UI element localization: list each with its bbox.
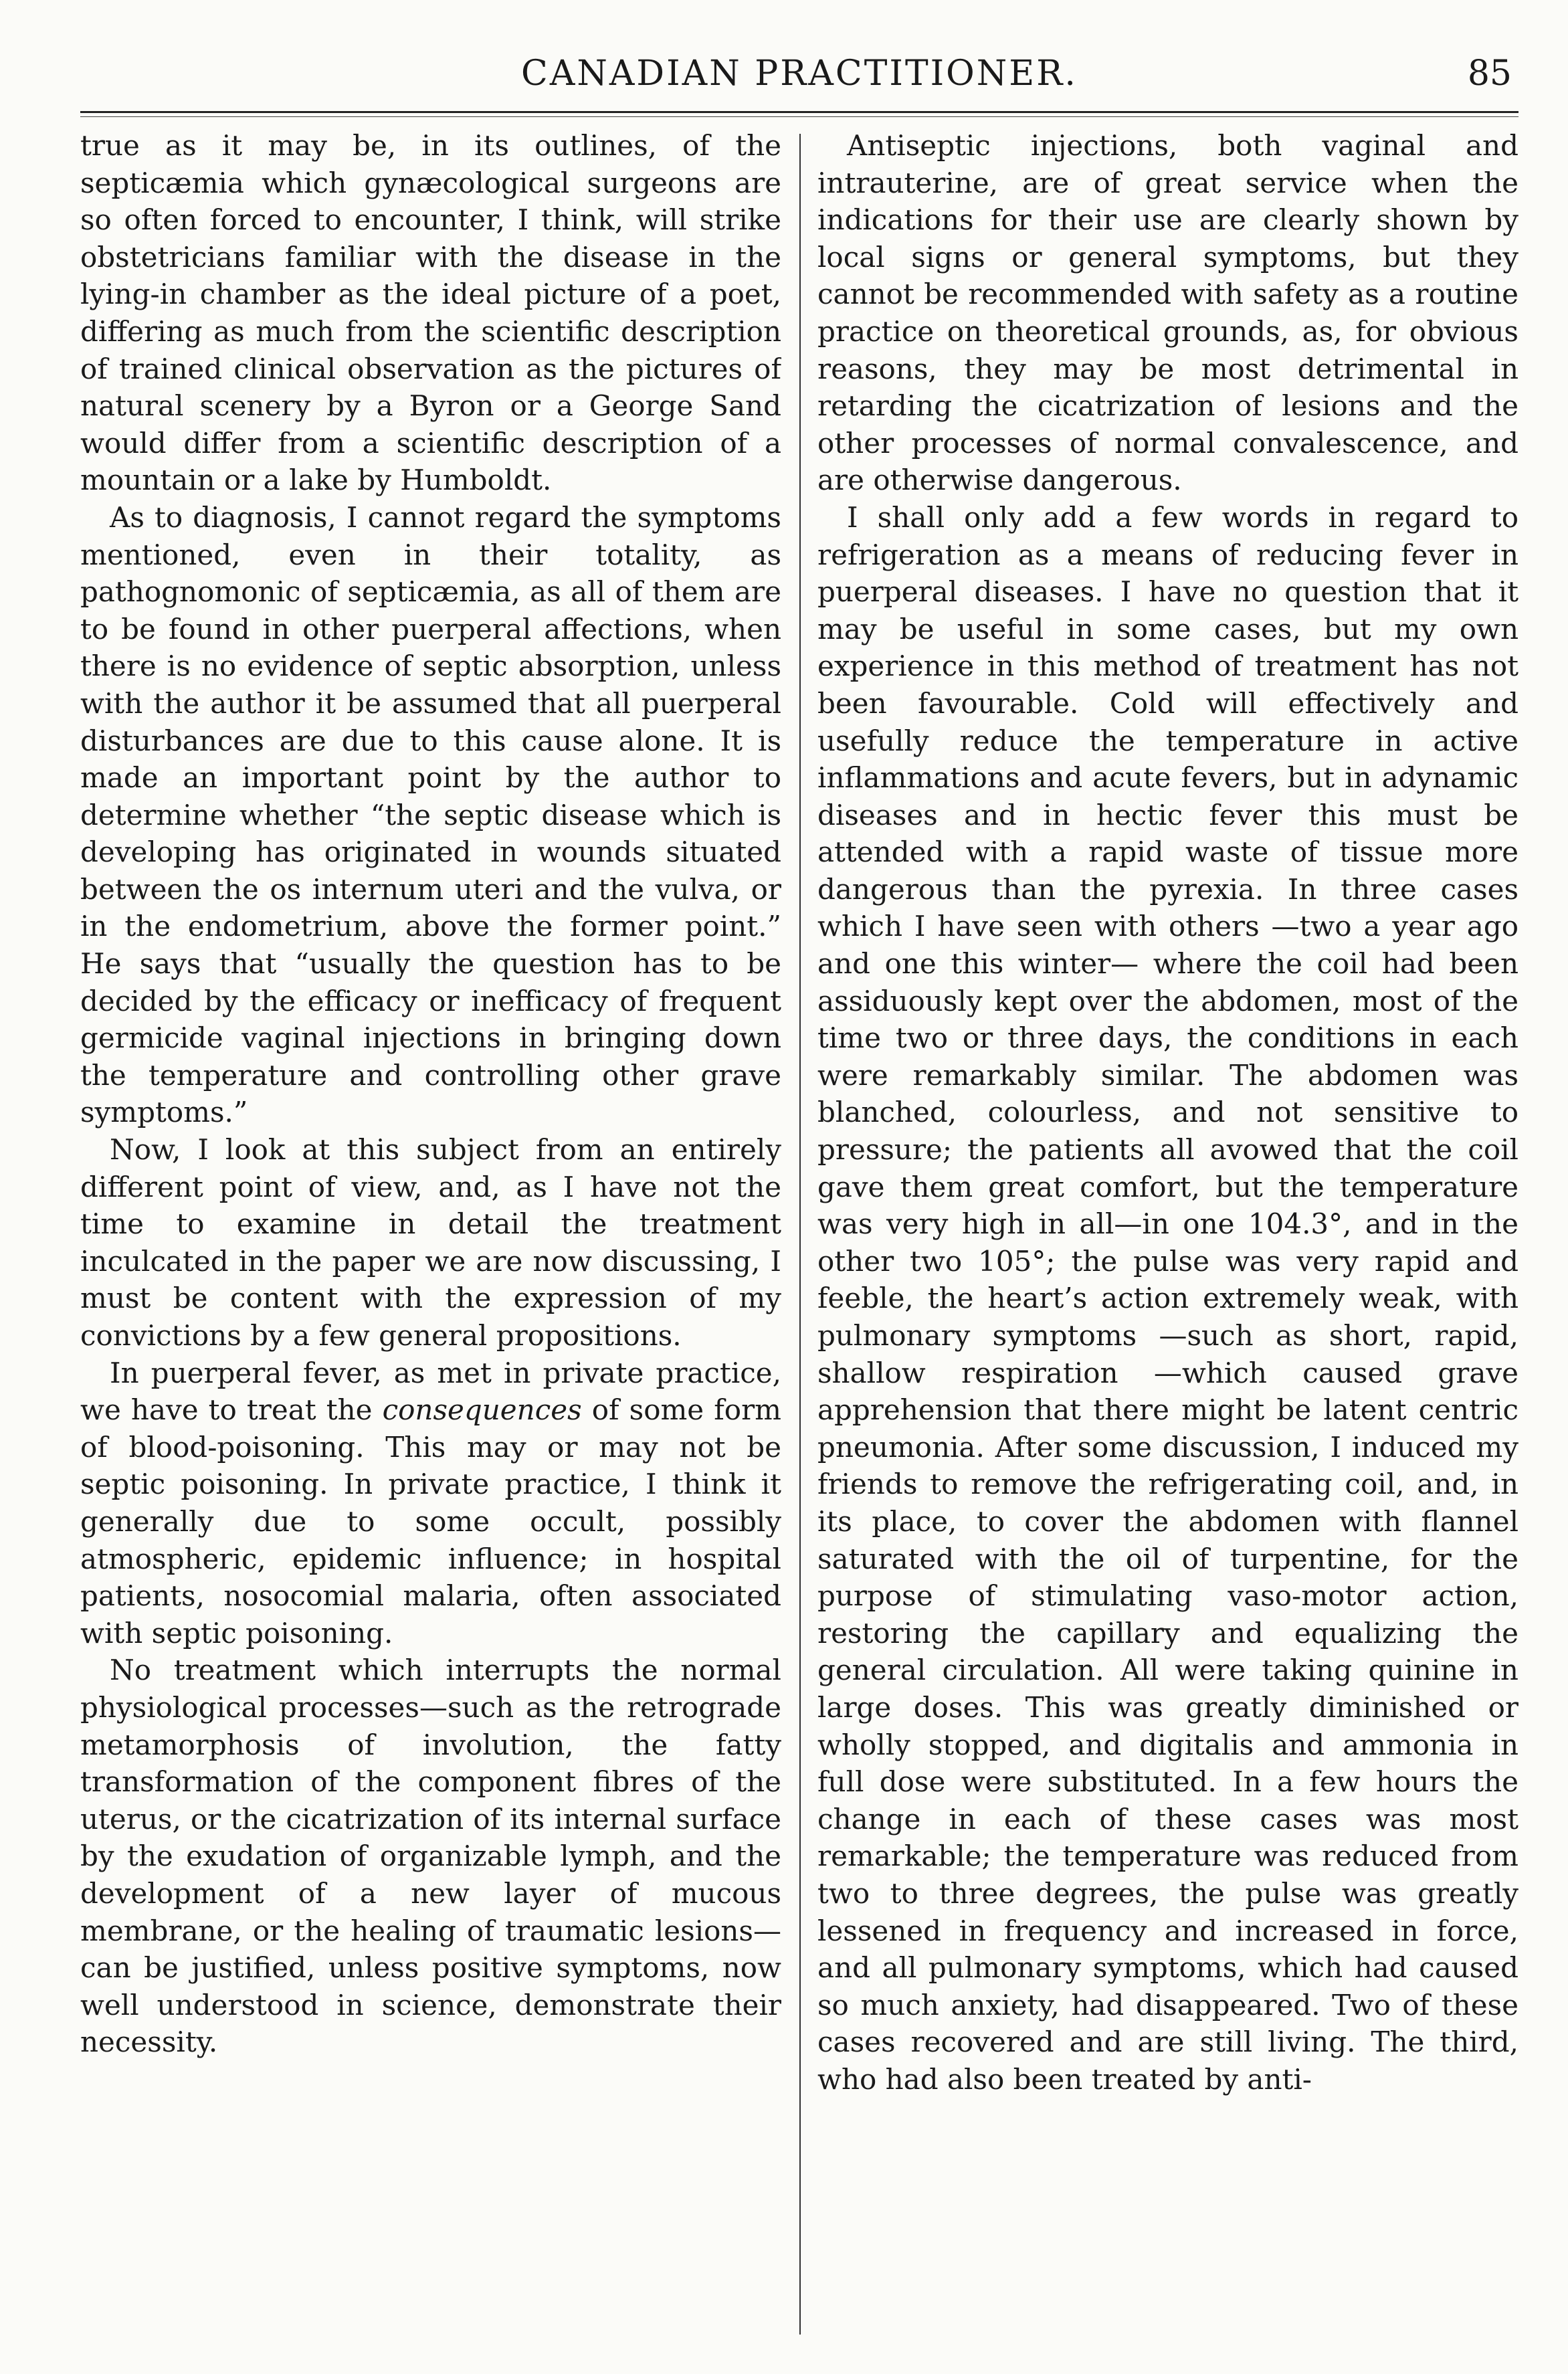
paragraph-puerperal-fever — [80, 1355, 781, 1652]
right-column — [817, 127, 1518, 2355]
header-rule-thin — [80, 116, 1518, 117]
text-columns — [80, 127, 1518, 2355]
paragraph-diagnosis: As to diagnosis, I cannot regard the symptoms mentioned, even in their totality, as pathognomonic of septicæmia, as all of them are to be found in other puerperal affections, when there is no evidence of septic absorption, unless with the author it be assumed that all puerperal disturbances are due to this cause alone. It is made an important point by the author to determine whether “the septic disease which is developing has originated in wounds situated between the os internum uteri and the vulva, or in the endometrium, above the former point.” He says that “usually the question has to be decided by the efficacy or inefficacy of frequent germicide vaginal injections in bringing down the temperature and controlling other grave symptoms.” — [80, 500, 781, 1129]
emphasized-word: consequences — [382, 1393, 582, 1427]
header-rule — [80, 111, 1518, 113]
paragraph-refrigeration: I shall only add a few words in regard to refrigeration as a means of reducing fever in puerperal diseases. I have no question that it may be useful in some cases, but my own experience in this method of treatment has not been favourable. Cold will effectively and usefully reduce the temperature in active inflammations and acute fevers, but in adynamic diseases and in hectic fever this must be attended with a rapid waste of tissue more dangerous than the pyrexia. In three cases which I have seen with others —two a year ago and one this winter— where the coil had been assiduously kept over the abdomen, most of the time two or three days, the conditions in each were remarkably similar. The abdomen was blanched, colourless, and not sensitive to pressure; the patients all avowed that the coil gave them great comfort, but the temperature was very high in all—in one 104.3°, and in the other two 105°; the pulse was very rapid and feeble, the heart’s action extremely weak, with pulmonary symptoms —such as short, rapid, shallow respiration —which caused grave apprehension that there might be latent centric pneumonia. After some discussion, I induced my friends to remove the refrigerating coil, and, in its place, to cover the abdomen with flannel saturated with the oil of turpentine, for the purpose of stimulating vaso-motor action, restoring the capillary and equalizing the general circulation. All were taking quinine in large doses. This was greatly diminished or wholly stopped, and digitalis and ammonia in full dose were substituted. In a few hours the change in each of these cases was most remarkable; the temperature was reduced from two to three degrees, the pulse was greatly lessened in frequency and increased in force, and all pulmonary symptoms, which had caused so much anxiety, had disappeared. Two of these cases recovered and are still living. The third, who had also been treated by anti- — [817, 500, 1518, 2096]
page-number: 85 — [1467, 54, 1512, 94]
left-column — [80, 127, 781, 2355]
paragraph-point-of-view: Now, I look at this subject from an entirely different point of view, and, as I have not the time to examine in detail the treatment inculcated in the paper we are now discussing, I must be content with the expression of my convictions by a few general propositions. — [80, 1133, 781, 1352]
page-header — [80, 47, 1518, 114]
paragraph-no-treatment: No treatment which interrupts the normal physiological processes—such as the retrograde metamorphosis of involution, the fatty transformation of the component fibres of the uterus, or the cicatrization of its internal surface by the exudation of organizable lymph, and the development of a new layer of mucous membrane, or the healing of traumatic lesions—can be justified, unless positive symptoms, now well understood in science, demonstrate their necessity. — [80, 1654, 781, 2059]
paragraph-antiseptic-injections: Antiseptic injections, both vaginal and intrauterine, are of great service when the indications for their use are clearly shown by local signs or general symptoms, but they cannot be recommended with safety as a routine practice on theoretical grounds, as, for obvious reasons, they may be most detrimental in retarding the cicatrization of lesions and the other processes of normal convalescence, and are otherwise dangerous. — [817, 129, 1518, 497]
journal-title: CANADIAN PRACTITIONER. — [521, 54, 1078, 94]
column-divider — [799, 134, 801, 2335]
paragraph-text: of some form of blood-poisoning. This may or may not be septic poisoning. In private practice, I think it generally due to some occult, possibly atmospheric, epidemic influence; in hospital patients, nosocomial malaria, often associated with septic poisoning. — [80, 1393, 781, 1650]
paragraph-septicaemia-picture: true as it may be, in its outlines, of the septicæmia which gynæcological surgeons are so often forced to encounter, I think, will strike obstetricians familiar with the disease in the lying-in chamber as the ideal picture of a poet, differing as much from the scientific description of trained clinical observation as the pictures of natural scenery by a Byron or a George Sand would differ from a scientific description of a mountain or a lake by Humboldt. — [80, 129, 781, 497]
paragraph-text: In puerperal fever, as met in private practice, we have to treat the — [80, 1356, 781, 1427]
